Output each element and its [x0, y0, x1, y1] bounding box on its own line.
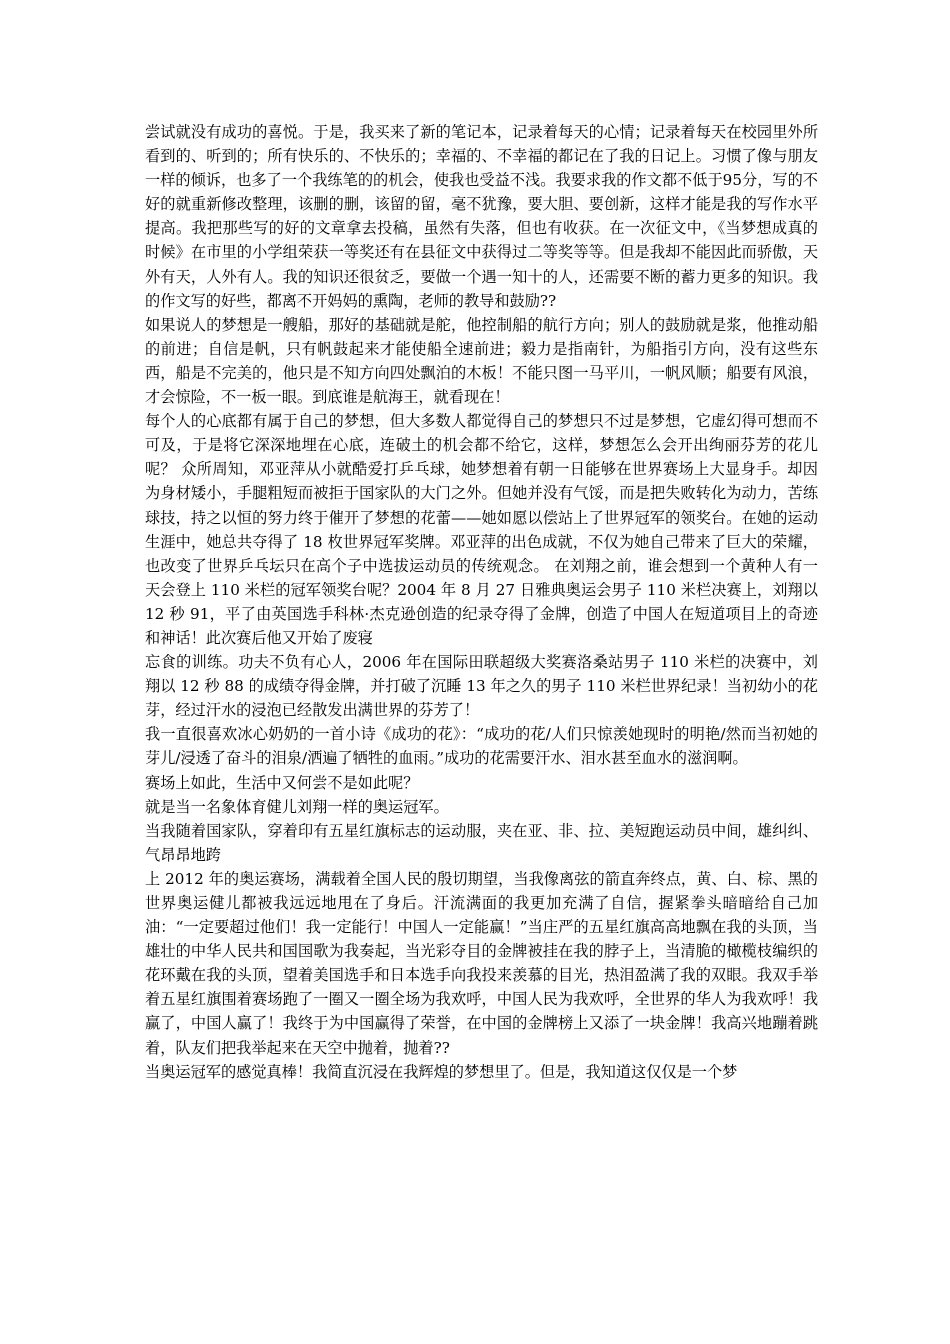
- paragraph: 当我随着国家队，穿着印有五星红旗标志的运动服，夹在亚、非、拉、美短跑运动员中间，雄纠纠、气昂昂地跨: [145, 821, 818, 864]
- paragraph: 上 2012 年的奥运赛场，满载着全国人民的殷切期望，当我像离弦的箭直奔终点，黄、白、棕、黑的世界奥运健儿都被我远远地甩在了身后。汗流满面的我更加充满了自信，握紧拳头暗暗给自己加油：“一定要超过他们！我一定能行！中国人一定能赢！”当庄严的五星红旗高高地飘在我的头顶，当雄壮的中华人民共和国国歌为我奏起，当光彩夺目的金牌被挂在我的脖子上，当清脆的橄榄枝编织的花环戴在我的头顶，望着美国选手和日本选手向我投来羡慕的目光，热泪盈满了我的双眼。我双手举着五星红旗围着赛场跑了一圈又一圈全场为我欢呼，中国人民为我欢呼，全世界的华人为我欢呼！我赢了，中国人赢了！我终于为中国赢得了荣誉，在中国的金牌榜上又添了一块金牌！我高兴地蹦着跳着，队友们把我举起来在天空中抛着，抛着??: [145, 869, 818, 1057]
- paragraph: 尝试就没有成功的喜悦。于是，我买来了新的笔记本，记录着每天的心情；记录着每天在校园里外所看到的、听到的；所有快乐的、不快乐的；幸福的、不幸福的都记在了我的日记上。习惯了像与朋友一样的倾诉，也多了一个我练笔的的机会，使我也受益不浅。我要求我的作文都不低于95分，写的不好的就重新修改整理，该删的删，该留的留，毫不犹豫，要大胆、要创新，这样才能是我的写作水平提高。我把那些写的好的文章拿去投稿，虽然有失落，但也有收获。在一次征文中，《当梦想成真的时候》在市里的小学组荣获一等奖还有在县征文中获得过二等奖等等。但是我却不能因此而骄傲，天外有天，人外有人。我的知识还很贫乏，要做一个遇一知十的人，还需要不断的蓄力更多的知识。我的作文写的好些，都离不开妈妈的熏陶，老师的教导和鼓励??: [145, 123, 818, 310]
- paragraph: 如果说人的梦想是一艘船，那好的基础就是舵，他控制船的航行方向；别人的鼓励就是浆，他推动船的前进；自信是帆，只有帆鼓起来才能使船全速前进；毅力是指南针，为船指引方向，没有这些东西，船是不完美的，他只是不知方向四处飘泊的木板！不能只图一马平川，一帆风顺；船要有风浪，才会惊险，不一板一眼。到底谁是航海王，就看现在！: [145, 315, 818, 407]
- paragraph: 忘食的训练。功夫不负有心人，2006 年在国际田联超级大奖赛洛桑站男子 110 米栏的决赛中，刘翔以 12 秒 88 的成绩夺得金牌，并打破了沉睡 13 年之久的男子 110 米栏世界纪录！当初幼小的花芽，经过汗水的浸泡已经散发出满世界的芬芳了！: [145, 653, 818, 720]
- paragraph: 当奥运冠军的感觉真棒！我简直沉浸在我辉煌的梦想里了。但是，我知道这仅仅是一个梦: [145, 1062, 738, 1081]
- paragraph: 赛场上如此，生活中又何尝不是如此呢？: [145, 773, 419, 792]
- paragraph: 每个人的心底都有属于自己的梦想，但大多数人都觉得自己的梦想只不过是梦想，它虚幻得可想而不可及，于是将它深深地埋在心底，连破土的机会都不给它，这样，梦想怎么会开出绚丽芬芳的花儿呢？ 众所周知，邓亚萍从小就酷爱打乒乓球，她梦想着有朝一日能够在世界赛场上大显身手。却因为身材矮小，手腿粗短而被拒于国家队的大门之外。但她并没有气馁，而是把失败转化为动力，苦练球技，持之以恒的努力终于催开了梦想的花蕾——她如愿以偿站上了世界冠军的领奖台。在她的运动生涯中，她总共夺得了 18 枚世界冠军奖牌。邓亚萍的出色成就，不仅为她自己带来了巨大的荣耀，也改变了世界乒乓坛只在高个子中选拔运动员的传统观念。 在刘翔之前，谁会想到一个黄种人有一天会登上 110 米栏的冠军领奖台呢？2004 年 8 月 27 日雅典奥运会男子 110 米栏决赛上，刘翔以 12 秒 91，平了由英国选手科林·杰克逊创造的纪录夺得了金牌，创造了中国人在短道项目上的奇迹和神话！此次赛后他又开始了废寝: [145, 412, 818, 647]
- document-body: [145, 120, 818, 1084]
- paragraph: 我一直很喜欢冰心奶奶的一首小诗《成功的花》：“成功的花/人们只惊羡她现时的明艳/然而当初她的芽儿/浸透了奋斗的泪泉/洒遍了牺牲的血雨。”成功的花需要汗水、泪水甚至血水的滋润啊。: [145, 725, 818, 768]
- paragraph: 就是当一名象体育健儿刘翔一样的奥运冠军。: [145, 797, 449, 816]
